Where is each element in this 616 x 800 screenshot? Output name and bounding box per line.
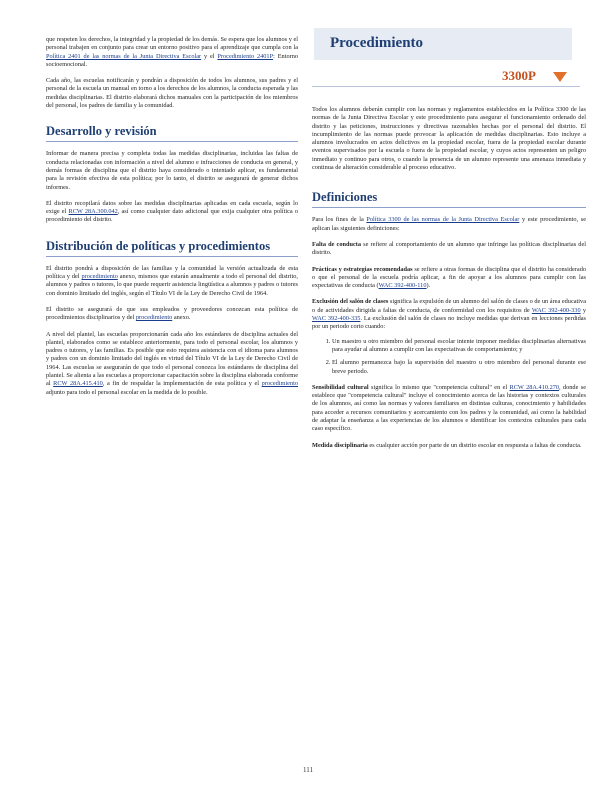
definition-exclusion: Exclusión del salón de clases significa la expulsión de un alumno del salón de clases o de un área educativa o de actividades dirigida a faltas de conducta, de conformidad con los requisitos de WAC 392-400-330 y WAC 392-400-335. La exclusión del salón de clases no incluye medidas que derivan en lecciones perdidas por un periodo corto cuando: [312, 298, 586, 331]
right-column [312, 0, 586, 450]
list-item: 2. El alumno permanezca bajo la supervisión del maestro u otro miembro del personal durante ese breve periodo. [332, 359, 586, 376]
handbook-paragraph: Cada año, las escuelas notificarán y pondrán a disposición de todos los alumnos, sus padres y el personal de la escuela un manual en torno a los derechos de los alumnos, la conducta esperada y las medidas disciplinarias. El distrito elaborará dichos manuales con la participación de los miembros del personal, los padres de familia y la comunidad. [46, 77, 298, 110]
section-heading-desarrollo: Desarrollo y revisión [46, 124, 157, 139]
wac-392-400-335-link[interactable]: WAC 392-400-335 [312, 315, 361, 323]
procedure-link[interactable]: procedimiento [81, 273, 118, 281]
exclusion-conditions-list [312, 338, 586, 376]
policy-3300-link[interactable]: Política 3300 de las normas de la Junta Directiva Escolar [366, 216, 520, 224]
procedure-code: 3300P [502, 68, 536, 83]
left-column [46, 0, 298, 397]
definition-falta: Falta de conducta se refiere al comportamiento de un alumno que infringe las políticas disciplinarias del distrito. [312, 240, 586, 257]
heading-divider [46, 141, 298, 142]
procedure-link[interactable]: procedimiento [135, 314, 173, 322]
section-heading-distribucion: Distribución de políticas y procedimientos [46, 238, 271, 253]
rcw-28a415410-link[interactable]: RCW 28A.415.410 [53, 380, 103, 388]
data-collection-paragraph: El distrito recopilará datos sobre las medidas disciplinarias aplicadas en cada escuela, según lo exige el RCW 28A.300.042, así como cualquier dato adicional que exija cualquier otra política o procedimiento del distrito. [46, 199, 298, 224]
wac-392-400-110-link[interactable]: WAC 392-400-110 [378, 282, 427, 290]
heading-divider [312, 207, 586, 208]
compliance-paragraph: Todos los alumnos deberán cumplir con las normas y reglamentos establecidos en la Política 3300 de las normas de la Junta Directiva Escolar y este procedimiento para asegurar el funcionamiento ordenado del distrito y las peticiones, instrucciones y directivas razonables hechas por el personal del distrito. El incumplimiento de las normas puede provocar la aplicación de medidas disciplinarias. Esto incluye a alumnos involucrados en actos delictivos en la propiedad escolar, fuera de la propiedad escolar durante eventos supervisados por la escuela o fuera de la propiedad escolar, y cuyos actos representen un peligro inmediato y continuo para otros, o cuando la presencia de un alumno represente una amenaza inmediata y continua de alteración considerable al proceso educativo. [312, 106, 586, 172]
procedure-title: Procedimiento [330, 35, 424, 51]
intro-paragraph: que respeten los derechos, la integridad y la propiedad de los demás. Se espera que los alumnos y el personal trabajen en conjunto para crear un entorno positivo para el aprendizaje que cumpla con la Política 2401 de las normas de la Junta Directiva Escolar y el Procedimiento 2401P: Entorno socioemocional. [46, 36, 298, 68]
employees-paragraph: El distrito se asegurará de que sus empleados y proveedores conozcan esta política de procedimientos disciplinarios y del procedimiento anexo. [46, 305, 298, 322]
distribution-paragraph: El distrito pondrá a disposición de las familias y la comunidad la versión actualizada de esta política y del procedimiento anexo, mismos que estarán anualmente a todo el personal del distrito, alumnos y padres o tutores, lo que puede requerir asistencia lingüística a alumnos y padres o tutores con dominio limitado del inglés, según el Título VI de la Ley de Derecho Civil de 1964. [46, 264, 298, 297]
reporting-paragraph: Informar de manera precisa y completa todas las medidas disciplinarias, incluidas las faltas de conducta relacionadas con información a nivel del alumno e infracciones de conducta en general, y demás formas de disciplina que el distrito haya considerado o intentado aplicar, es fundamental para la revisión efectiva de esta política; por lo tanto, el distrito se asegurará de generar dichos informes. [46, 150, 298, 191]
list-item: 1. Un maestro u otro miembro del personal escolar intente imponer medidas disciplinarias alternativas para ayudar al alumno a cumplir con las expectativas de comportamiento; y [332, 338, 586, 355]
rcw-28a410270-link[interactable]: RCW 28A.410.270 [509, 383, 560, 391]
rcw-28a300042-link[interactable]: RCW 28A.300.042 [68, 208, 118, 216]
procedure-link[interactable]: procedimiento [261, 380, 299, 388]
heading-divider [46, 256, 298, 257]
definition-medida: Medida disciplinaria es cualquier acción por parte de un distrito escolar en respuesta a faltas de conducta. [312, 441, 582, 449]
policy-2401-link[interactable]: Política 2401 de las normas de la Junta Directiva Escolar [46, 52, 202, 60]
section-heading-definiciones: Definiciones [312, 190, 378, 205]
page-number: 111 [303, 766, 313, 774]
definition-practicas: Prácticas y estrategias recomendadas se refiere a otras formas de disciplina que el distrito ha considerado o que el personal de la escuela podría aplicar, a fin de apoyar a los alumnos para cumplir con las expectativas de conducta (WAC 392-400-110). [312, 265, 586, 290]
procedure-2401p-link[interactable]: Procedimiento 2401P [217, 52, 274, 60]
definition-sensibilidad: Sensibilidad cultural significa lo mismo que "competencia cultural" en el RCW 28A.410.270, donde se establece que "competencia cultural" incluye el conocimiento acerca de las historias y contextos culturales de los alumnos, así como las normas y valores familiares en distintas culturas, conocimiento y habilidades para acceder a recursos comunitarios y acercamiento con los padres y la comunidad, así como la habilidad de adaptar la enseñanza a las experiencias de los alumnos e identificar los contextos culturales para cada caso específico. [312, 383, 586, 433]
definitions-intro: Para los fines de la Política 3300 de las normas de la Junta Directiva Escolar y este procedimiento, se aplican las siguientes definiciones: [312, 216, 586, 232]
wac-392-400-330-link[interactable]: WAC 392-400-330 [531, 306, 581, 314]
campus-paragraph: A nivel del plantel, las escuelas proporcionarán cada año los estándares de disciplina actuales del plantel, elaborados como se establece anteriormente, para todo el personal escolar, los alumnos y padres o tutores, y las familias. Es posible que esto requiera asistencia con el idioma para alumnos y padres con un dominio limitado del inglés en virtud del Título VI de la Ley de Derecho Civil de 1964. Las escuelas se asegurarán de que todo el personal conozca los estándares de disciplina del plantel. Se alienta a las escuelas a proporcionar capacitación sobre la disciplina elaborada conforme al RCW 28A.415.410, a fin de respaldar la implementación de esta política y el procedimiento adjunto para todo el personal escolar en la medida de lo posible. [46, 330, 299, 396]
